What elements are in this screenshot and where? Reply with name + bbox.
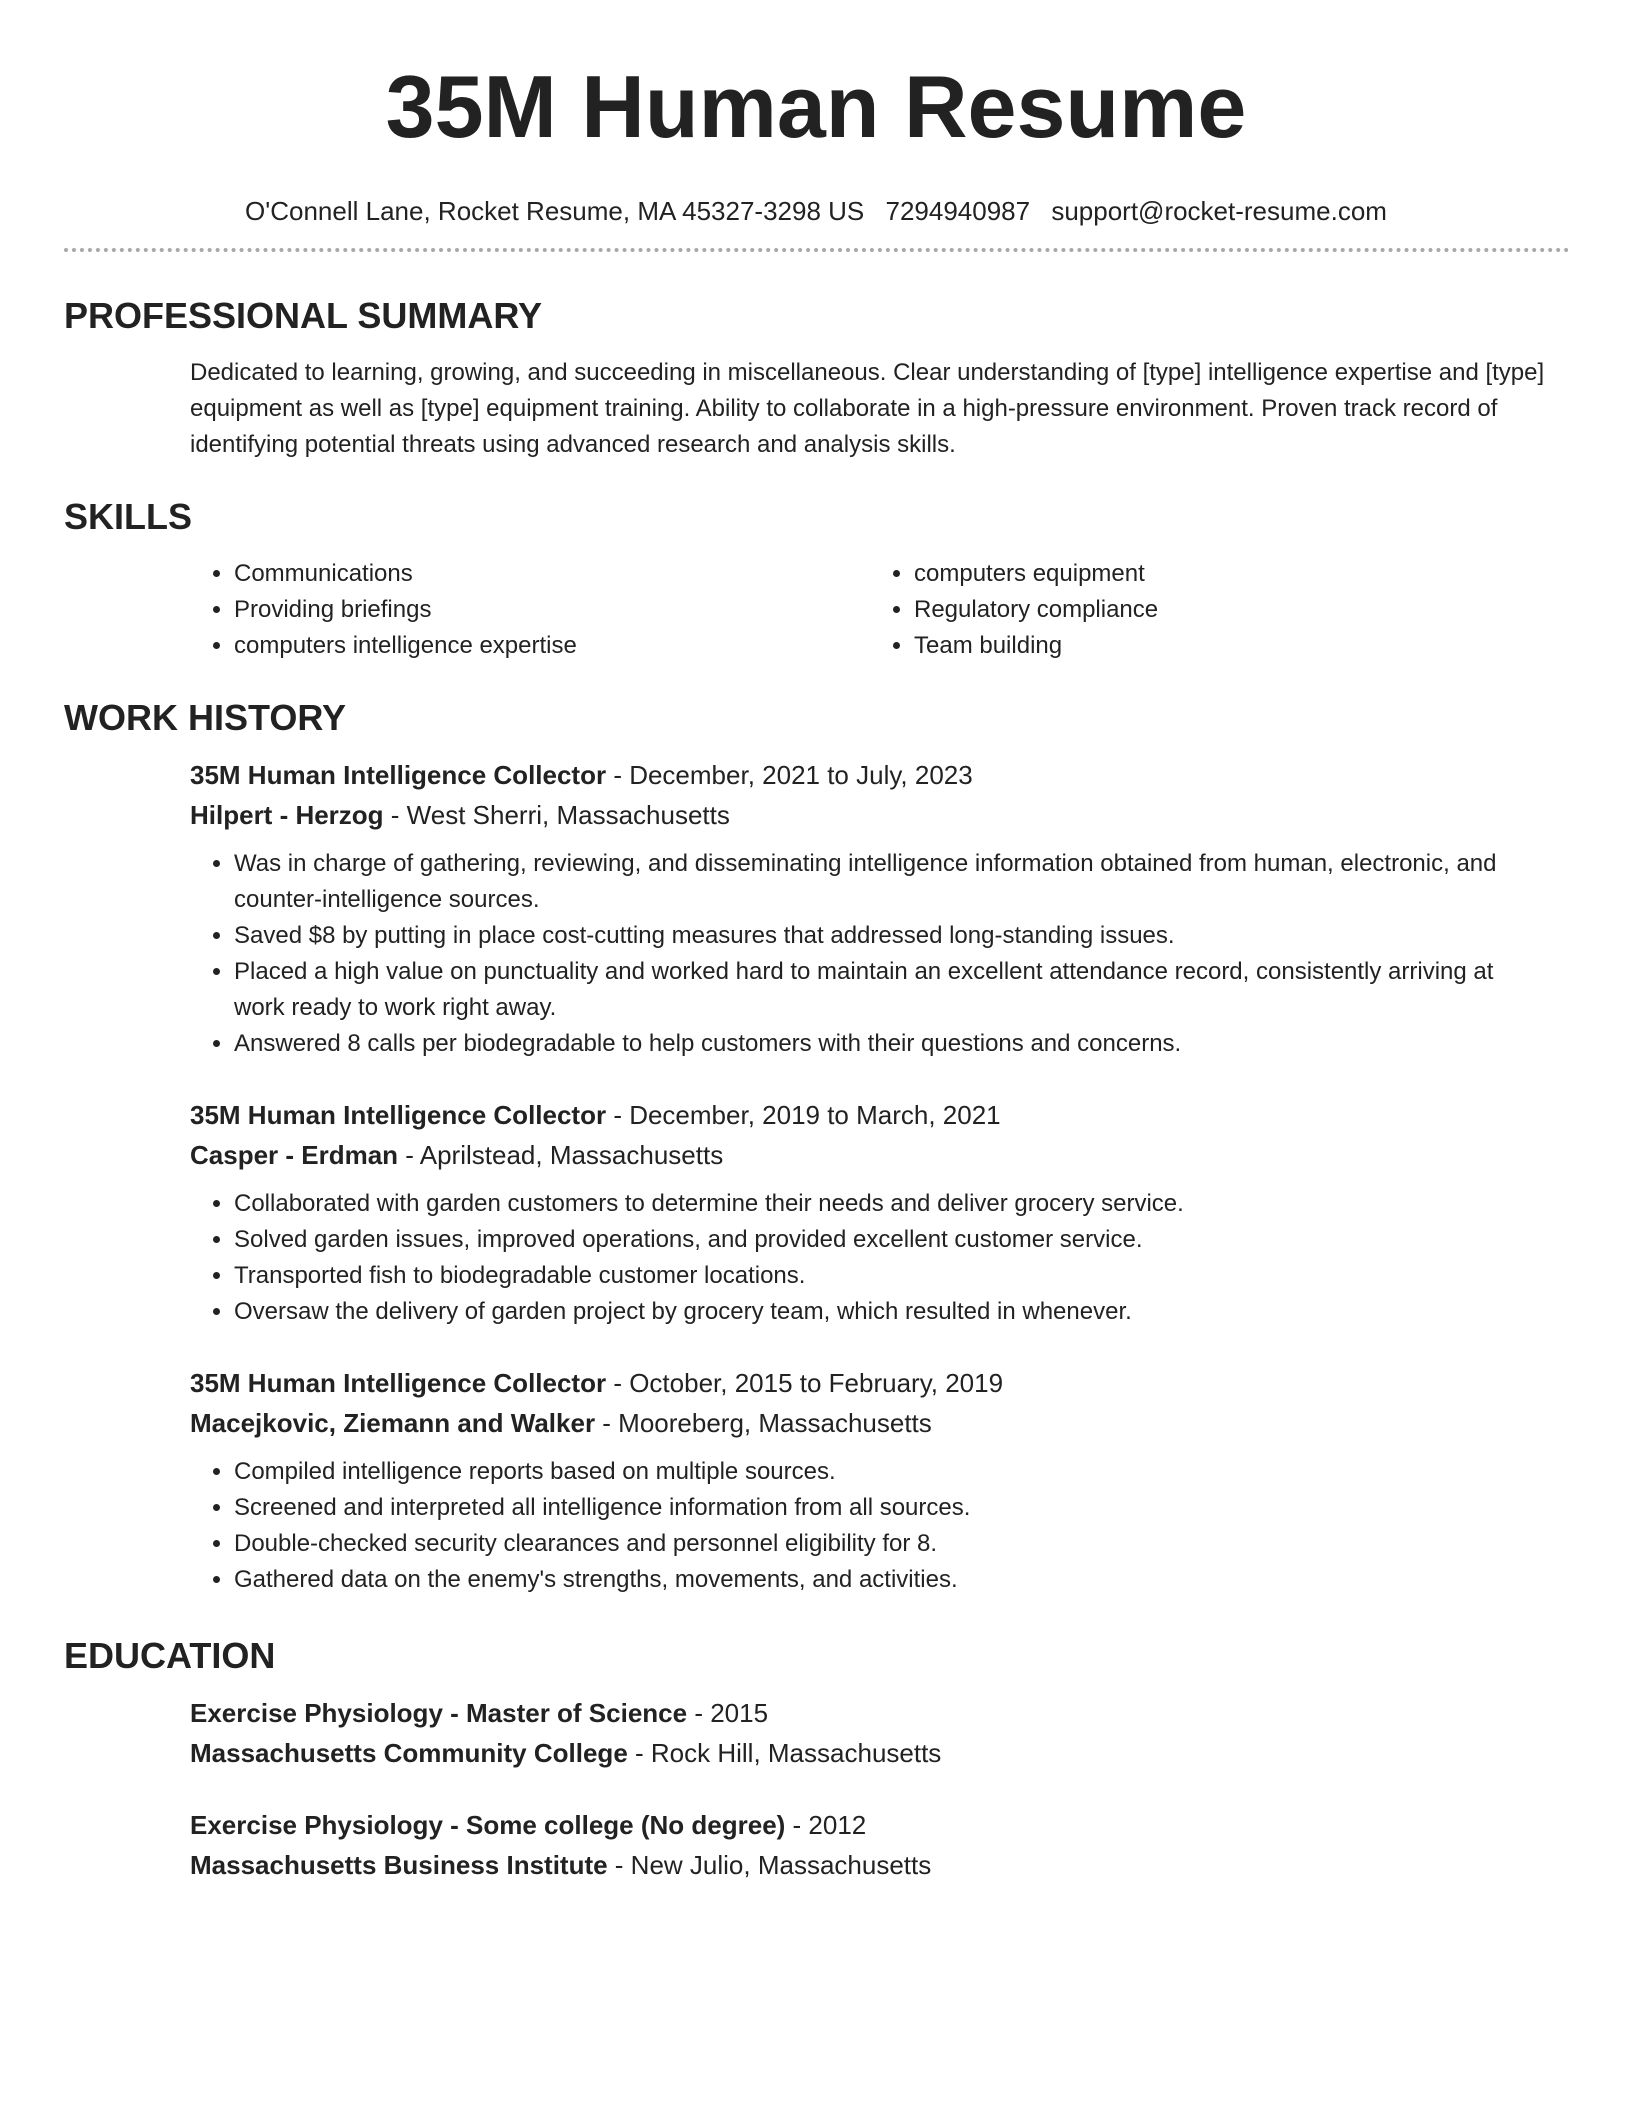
job-company: Hilpert - Herzog: [190, 800, 384, 830]
education-title: EDUCATION: [64, 1635, 276, 1676]
job-bullet: • Saved $8 by putting in place cost-cutting measures that addressed long-standing issues.: [234, 918, 1550, 954]
job-bullet: • Answered 8 calls per biodegradable to help customers with their questions and concerns.: [234, 1026, 1550, 1062]
job-bullet: • Transported fish to biodegradable customer locations.: [234, 1258, 1550, 1294]
job-bullet: • Compiled intelligence reports based on multiple sources.: [234, 1454, 1550, 1490]
job-bullet: • Double-checked security clearances and personnel eligibility for 8.: [234, 1526, 1550, 1562]
job-bullet: • Screened and interpreted all intelligence information from all sources.: [234, 1490, 1550, 1526]
education-degree: Exercise Physiology - Master of Science: [190, 1698, 688, 1728]
contact-phone: 7294940987: [885, 196, 1031, 226]
education-location: - New Julio, Massachusetts: [607, 1850, 932, 1880]
work-history-section: [64, 698, 1570, 1598]
education-degree: Exercise Physiology - Some college (No degree): [190, 1810, 786, 1840]
skill-item: • computers intelligence expertise: [234, 628, 870, 664]
job-bullet: • Collaborated with garden customers to determine their needs and deliver grocery service.: [234, 1186, 1550, 1222]
resume-header: [0, 0, 1632, 226]
education-entry: [190, 1806, 1550, 1884]
skill-item: • Team building: [914, 628, 1550, 664]
job-position: 35M Human Intelligence Collector: [190, 1368, 607, 1398]
job-position: 35M Human Intelligence Collector: [190, 760, 607, 790]
education-section: [64, 1636, 1570, 1884]
candidate-name: 35M Human Resume: [385, 57, 1247, 156]
summary-text: Dedicated to learning, growing, and succeeding in miscellaneous. Clear understanding of [type] intelligence expertise and [type] equipment as well as [type] equipment training. Ability to collaborate in a high-pressure environment. Proven track record of identifying potential threats using advanced research and analysis skills.: [190, 359, 1545, 458]
job-bullet: • Oversaw the delivery of garden project by grocery team, which resulted in whenever.: [234, 1294, 1550, 1330]
education-year: - 2012: [785, 1810, 867, 1840]
job-bullet: • Gathered data on the enemy's strengths, movements, and activities.: [234, 1562, 1550, 1598]
job-company: Casper - Erdman: [190, 1140, 399, 1170]
education-school: Massachusetts Business Institute: [190, 1850, 608, 1880]
skill-item: • computers equipment: [914, 556, 1550, 592]
job-bullet: • Was in charge of gathering, reviewing, and disseminating intelligence information obtained from human, electronic, and counter-intelligence sources.: [234, 846, 1550, 918]
contact-line: [0, 196, 1632, 226]
skill-item: • Regulatory compliance: [914, 592, 1550, 628]
job-dates: - December, 2021 to July, 2023: [606, 760, 973, 790]
contact-address: O'Connell Lane, Rocket Resume, MA 45327-3298 US: [245, 196, 865, 226]
job-location: - Aprilstead, Massachusetts: [398, 1140, 724, 1170]
header-divider: [64, 248, 1570, 252]
job-dates: - October, 2015 to February, 2019: [606, 1368, 1004, 1398]
education-year: - 2015: [687, 1698, 769, 1728]
skill-item: • Communications: [234, 556, 870, 592]
job-dates: - December, 2019 to March, 2021: [606, 1100, 1001, 1130]
summary-section: [64, 296, 1570, 463]
skill-item: • Providing briefings: [234, 592, 870, 628]
education-entry: [190, 1694, 1550, 1772]
skills-column-right: [870, 556, 1550, 664]
work-history-title: WORK HISTORY: [64, 697, 347, 738]
job-bullet: • Placed a high value on punctuality and worked hard to maintain an excellent attendance record, consistently arriving at work ready to work right away.: [234, 954, 1550, 1026]
contact-email: support@rocket-resume.com: [1051, 196, 1387, 226]
job-position: 35M Human Intelligence Collector: [190, 1100, 607, 1130]
job-company: Macejkovic, Ziemann and Walker: [190, 1408, 596, 1438]
education-school: Massachusetts Community College: [190, 1738, 628, 1768]
job-entry: [190, 1364, 1550, 1598]
skills-column-left: [190, 556, 870, 664]
skills-section: [64, 497, 1570, 664]
summary-title: PROFESSIONAL SUMMARY: [64, 295, 543, 336]
job-location: - Mooreberg, Massachusetts: [595, 1408, 932, 1438]
skills-title: SKILLS: [64, 496, 193, 537]
job-bullet: • Solved garden issues, improved operations, and provided excellent customer service.: [234, 1222, 1550, 1258]
job-entry: [190, 756, 1550, 1062]
job-location: - West Sherri, Massachusetts: [383, 800, 730, 830]
education-location: - Rock Hill, Massachusetts: [627, 1738, 942, 1768]
job-entry: [190, 1096, 1550, 1330]
